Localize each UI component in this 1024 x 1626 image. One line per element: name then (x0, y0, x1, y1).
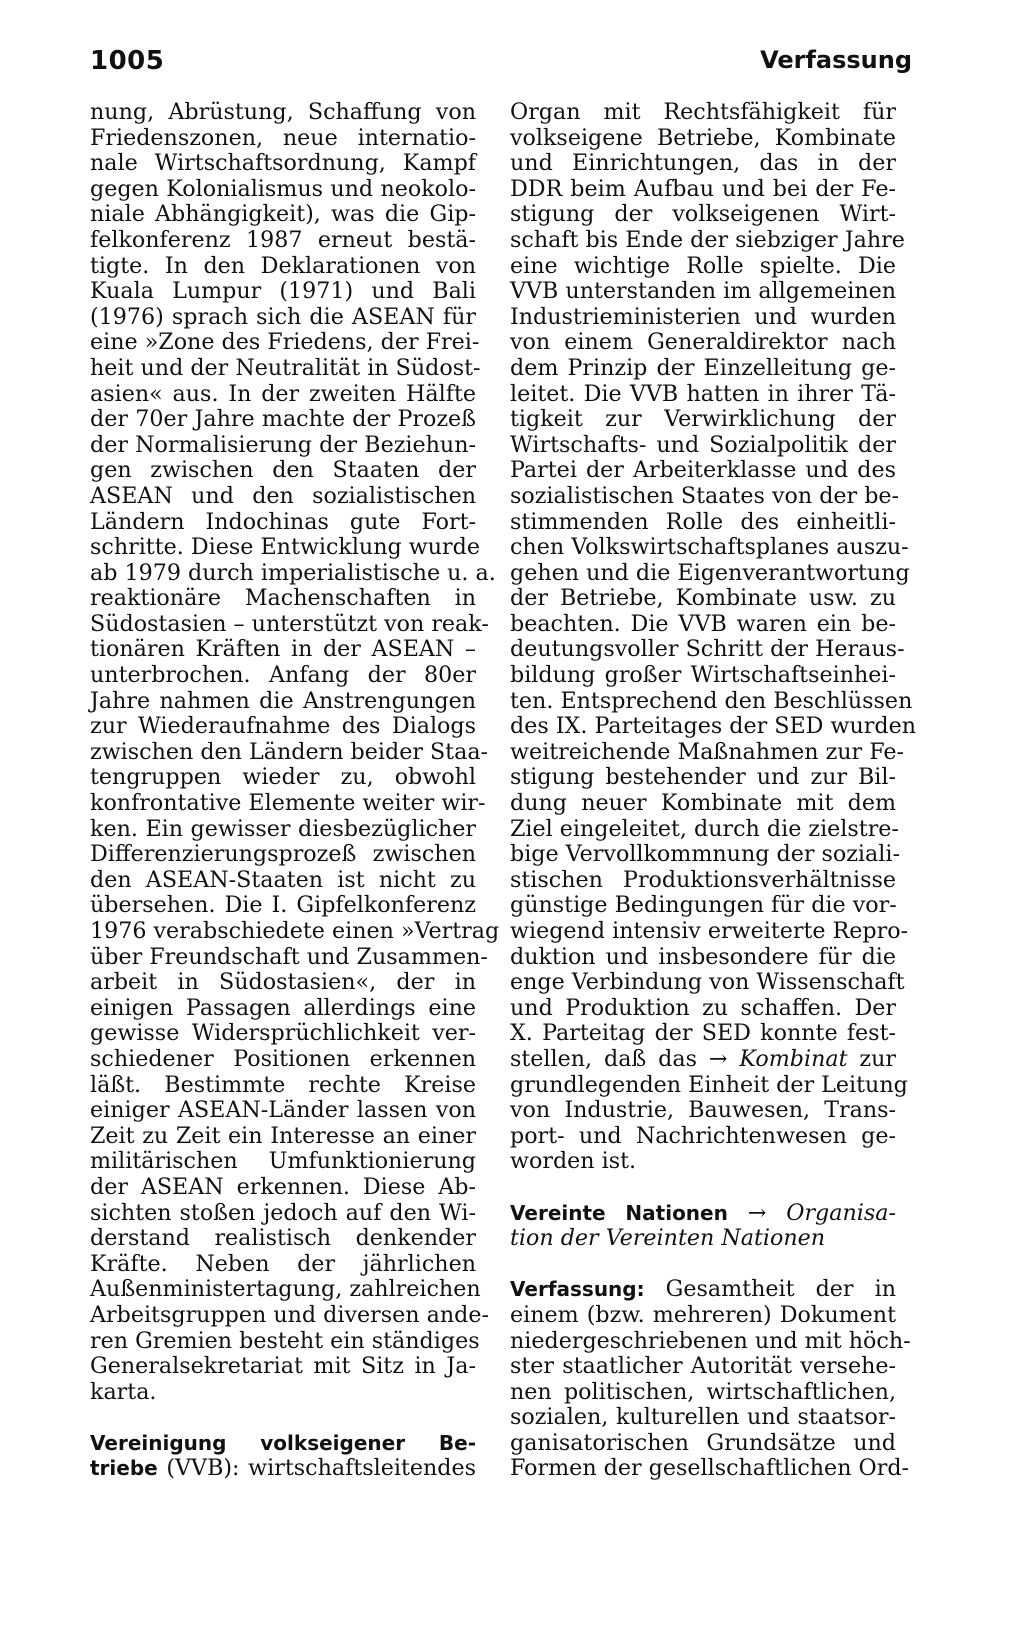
page-number: 1005 (90, 46, 165, 76)
text-line: einigen Passagen allerdings eine (90, 994, 476, 1021)
text-line: asien« aus. In der zweiten Hälfte (90, 380, 476, 407)
entry-headword: Vereinte Nationen (510, 1200, 728, 1225)
text-line: duktion und insbesondere für die (510, 943, 896, 970)
text-line: weitreichende Maßnahmen zur Fe- (510, 738, 905, 765)
text-line: ganisatorischen Grundsätze und (510, 1429, 896, 1456)
text-line: chen Volkswirtschaftsplanes auszu- (510, 534, 909, 561)
text-line: DDR beim Aufbau und bei der Fe- (510, 175, 896, 202)
text-line: volkseigene Betriebe, Kombinate (510, 124, 896, 151)
text-line: X. Parteitag der SED konnte fest- (510, 1020, 896, 1047)
text-line: heit und der Neutralität in Südost- (90, 354, 481, 381)
text-line: Industrieministerien und wurden (510, 303, 896, 330)
text-line: 1976 verabschiedete einen »Vertrag (90, 918, 500, 944)
text-line: Wirtschafts- und Sozialpolitik der (510, 431, 896, 458)
text-line: des IX. Parteitages der SED wurden (510, 713, 917, 740)
text-line: leitet. Die VVB hatten in ihrer Tä- (510, 380, 896, 407)
text-line: Kräfte. Neben der jährlichen (90, 1250, 476, 1277)
text-line: einem (bzw. mehreren) Dokument (510, 1301, 896, 1328)
text-line: militärischen Umfunktionierung (90, 1148, 476, 1175)
entry-verfassung-headword-line: Verfassung: Gesamtheit der in (510, 1276, 896, 1303)
text-line: eine wichtige Rolle spielte. Die (510, 252, 896, 279)
text-line: niale Abhängigkeit), was die Gip- (90, 201, 476, 228)
text-line: und Einrichtungen, das in der (510, 150, 896, 177)
text-line: stigung bestehender und zur Bil- (510, 764, 896, 791)
text-line: konfrontative Elemente weiter wir- (90, 790, 486, 817)
text-line: beachten. Die VVB waren ein be- (510, 610, 896, 637)
text-line: übersehen. Die I. Gipfelkonferenz (90, 892, 476, 919)
text-line: eine »Zone des Friedens, der Frei- (90, 329, 480, 356)
text-line: stischen Produktionsverhältnisse (510, 866, 896, 893)
cross-reference-link[interactable]: tion der Vereinten Nationen (510, 1225, 826, 1252)
text-line: läßt. Bestimmte rechte Kreise (90, 1071, 476, 1098)
text-line: von einem Generaldirektor nach (510, 329, 896, 356)
text-line: dem Prinzip der Einzelleitung ge- (510, 354, 896, 381)
text-line: Formen der gesellschaftlichen Ord- (510, 1455, 910, 1482)
entry-vvb-headword-line (90, 1431, 476, 1457)
text-line: ASEAN und den sozialistischen (90, 482, 476, 509)
page-header (90, 46, 912, 86)
entry-headword: Verfassung: (510, 1277, 645, 1302)
entry-vvb-definition-line: triebe (VVB): wirtschaftsleitendes (90, 1455, 476, 1482)
text-line: stimmenden Rolle des einheitli- (510, 508, 896, 535)
text-line: schiedener Positionen erkennen (90, 1045, 476, 1072)
text-line: Zeit zu Zeit ein Interesse an einer (90, 1122, 476, 1149)
text-line: tigkeit zur Verwirklichung der (510, 406, 896, 433)
text-line: stigung der volkseigenen Wirt- (510, 201, 896, 228)
text-line: Generalsekretariat mit Sitz in Ja- (90, 1353, 476, 1380)
text-line: nen politischen, wirtschaftlichen, (510, 1378, 896, 1405)
text-line: ab 1979 durch imperialistische u. a. (90, 559, 496, 586)
text-line: derstand realistisch denkender (90, 1225, 476, 1252)
text-line: sozialen, kulturellen und staatsor- (510, 1404, 896, 1431)
text-line: dung neuer Kombinate mit dem (510, 790, 896, 817)
right-column-text (510, 99, 917, 1047)
text-line: ten. Entsprechend den Beschlüssen (510, 687, 913, 714)
text-line: worden ist. (510, 1148, 637, 1175)
text-line: schaft bis Ende der siebziger Jahre (510, 226, 905, 253)
text-line: Kuala Lumpur (1971) und Bali (90, 278, 476, 305)
text-line: arbeit in Südostasien«, der in (90, 969, 476, 996)
text-line: schritte. Diese Entwicklung wurde (90, 534, 480, 561)
text-line: ren Gremien besteht ein ständiges (90, 1327, 480, 1354)
text-line: und Produktion zu schaffen. Der (510, 994, 896, 1021)
text-line: Außenministertagung, zahlreichen (90, 1276, 481, 1303)
cross-reference-link[interactable]: Kombinat (739, 1045, 848, 1072)
text-line: der Betriebe, Kombinate usw. zu (510, 585, 896, 612)
text-line: über Freundschaft und Zusammen- (90, 943, 488, 970)
text-line: sozialistischen Staates von der be- (510, 482, 900, 509)
text-line: der ASEAN erkennen. Diese Ab- (90, 1173, 476, 1200)
text-line: Ländern Indochinas gute Fort- (90, 508, 476, 535)
text-line: port- und Nachrichtenwesen ge- (510, 1122, 896, 1149)
text-line: bildung großer Wirtschaftseinhei- (510, 662, 896, 689)
text-line: Arbeitsgruppen und diversen ande- (90, 1301, 489, 1328)
text-line: einiger ASEAN-Länder lassen von (90, 1097, 476, 1124)
text-line: gegen Kolonialismus und neokolo- (90, 175, 476, 202)
text-line: ken. Ein gewisser diesbezüglicher (90, 815, 476, 842)
entry-un-headword-line: Vereinte Nationen → Organisa- (510, 1199, 896, 1226)
text-line: tionären Kräften in der ASEAN – (90, 636, 476, 663)
text-line: der Normalisierung der Beziehun- (90, 431, 476, 458)
running-head: Verfassung (760, 46, 912, 74)
text-line: bige Vervollkommnung der soziali- (510, 841, 900, 868)
text-line: grundlegenden Einheit der Leitung (510, 1071, 908, 1098)
text-line: unterbrochen. Anfang der 80er (90, 662, 476, 689)
text-line: niedergeschriebenen und mit höch- (510, 1327, 911, 1354)
text-line: nale Wirtschaftsordnung, Kampf (90, 150, 476, 177)
text-line: deutungsvoller Schritt der Heraus- (510, 636, 905, 663)
text-line: Partei der Arbeiterklasse und des (510, 457, 896, 484)
text-line: sichten stoßen jedoch auf den Wi- (90, 1199, 476, 1226)
left-column-text (90, 99, 500, 1380)
text-line: Organ mit Rechtsfähigkeit für (510, 99, 896, 125)
cross-reference-link[interactable]: Organisa- (786, 1199, 896, 1226)
text-line: Ziel eingeleitet, durch die zielstre- (510, 815, 899, 842)
text-line: nung, Abrüstung, Schaffung von (90, 99, 476, 125)
text-line: (1976) sprach sich die ASEAN für (90, 303, 476, 330)
text-line: enge Verbindung von Wissenschaft (510, 969, 905, 996)
text-line: gen zwischen den Staaten der (90, 457, 476, 484)
text-line: der 70er Jahre machte der Prozeß (90, 406, 476, 433)
text-line: karta. (90, 1378, 157, 1405)
text-line: tigte. In den Deklarationen von (90, 252, 476, 279)
text-line: Jahre nahmen die Anstrengungen (90, 687, 476, 714)
text-line: Südostasien – unterstützt von reak- (90, 610, 489, 637)
text-line: Friedenszonen, neue internatio- (90, 124, 476, 151)
text-line: gehen und die Eigenverantwortung (510, 559, 910, 586)
right-column (510, 99, 917, 1482)
text-line: stellen, daß das → Kombinat zur (510, 1045, 897, 1072)
text-line: den ASEAN-Staaten ist nicht zu (90, 866, 476, 893)
text-line: zur Wiederaufnahme des Dialogs (90, 713, 476, 740)
text-line: felkonferenz 1987 erneut bestä- (90, 226, 476, 253)
text-line: Differenzierungsprozeß zwischen (90, 841, 476, 868)
text-line: VVB unterstanden im allgemeinen (510, 278, 897, 305)
text-line: günstige Bedingungen für die vor- (510, 892, 897, 919)
text-line: tengruppen wieder zu, obwohl (90, 764, 476, 791)
entry-headword: triebe (90, 1456, 158, 1481)
text-line: wiegend intensiv erweiterte Repro- (510, 918, 909, 944)
text-line: reaktionäre Machenschaften in (90, 585, 476, 612)
entry-headword: Vereinigung volkseigener Be- (90, 1430, 476, 1455)
text-line: gewisse Widersprüchlichkeit ver- (90, 1020, 476, 1047)
text-line: von Industrie, Bauwesen, Trans- (510, 1097, 896, 1124)
text-line: ster staatlicher Autorität versehe- (510, 1353, 896, 1380)
text-line: zwischen den Ländern beider Staa- (90, 738, 489, 765)
left-column (90, 99, 500, 1482)
